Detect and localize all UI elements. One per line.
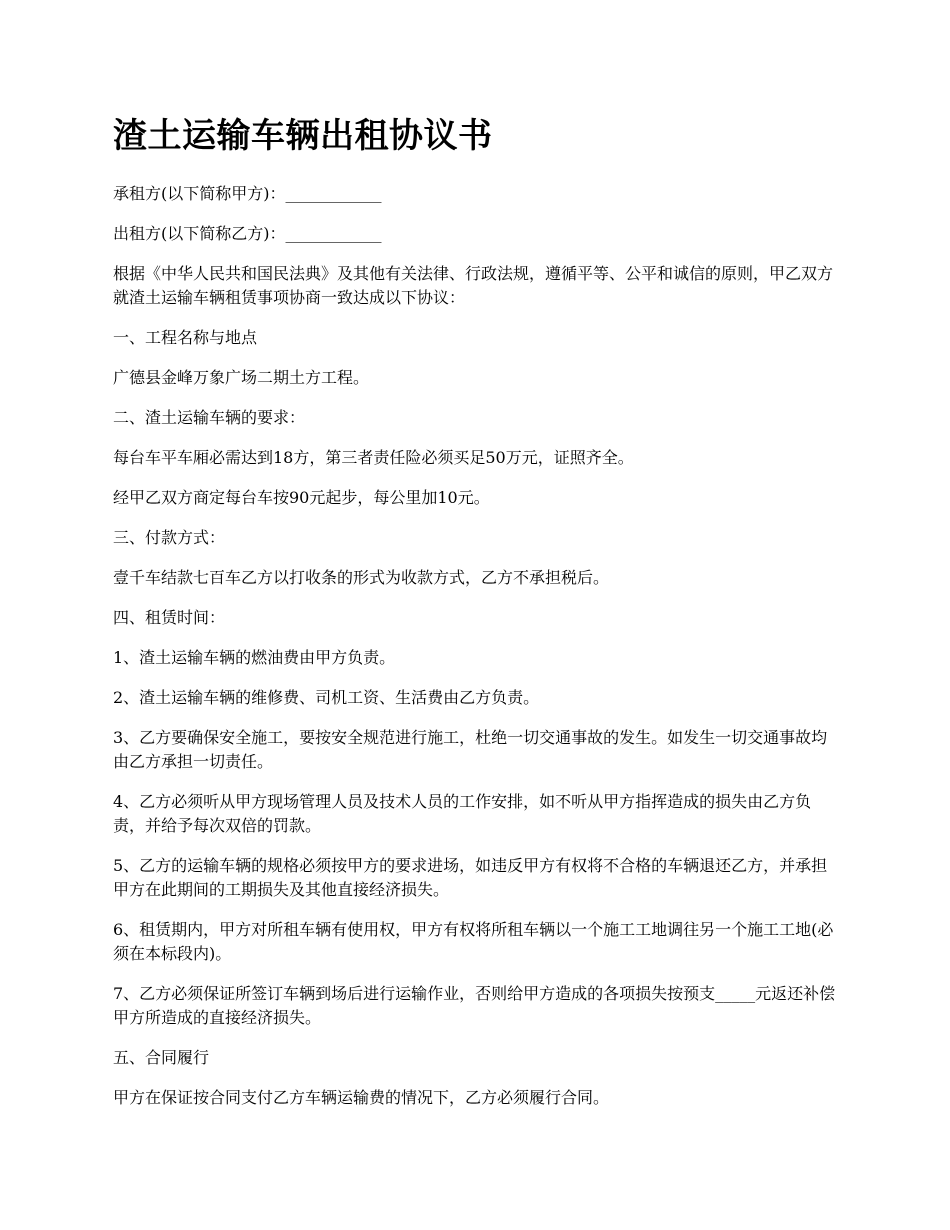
- section-heading-contract-performance: 五、合同履行: [113, 1048, 210, 1067]
- preamble-paragraph: 根据《中华人民共和国民法典》及其他有关法律、行政法规，遵循平等、公平和诚信的原则，甲乙双方就渣土运输车辆租赁事项协商一致达成以下协议：: [113, 264, 834, 307]
- clause-6: 6、租赁期内，甲方对所租车辆有使用权，甲方有权将所租车辆以一个施工工地调往另一个施工工地(必须在本标段内)。: [113, 920, 834, 963]
- section-heading-project: 一、工程名称与地点: [113, 328, 258, 347]
- vehicle-requirement-paragraph: 每台车平车厢必需达到18方，第三者责任险必须买足50万元，证照齐全。: [113, 448, 634, 467]
- section-heading-lease-time: 四、租赁时间：: [113, 608, 226, 627]
- clause-5: 5、乙方的运输车辆的规格必须按甲方的要求进场，如违反甲方有权将不合格的车辆退还乙方，并承担甲方在此期间的工期损失及其他直接经济损失。: [113, 856, 828, 899]
- clause-3: 3、乙方要确保安全施工，要按安全规范进行施工，杜绝一切交通事故的发生。如发生一切交通事故均由乙方承担一切责任。: [113, 728, 828, 771]
- clause-2: 2、渣土运输车辆的维修费、司机工资、生活费由乙方负责。: [113, 688, 540, 707]
- clause-7: 7、乙方必须保证所签订车辆到场后进行运输作业，否则给甲方造成的各项损失按预支_____元返还补偿甲方所造成的直接经济损失。: [113, 984, 836, 1027]
- document-page: [113, 112, 843, 1126]
- clause-4: 4、乙方必须听从甲方现场管理人员及技术人员的工作安排，如不听从甲方指挥造成的损失由乙方负责，并给予每次双倍的罚款。: [113, 792, 812, 835]
- clause-1: 1、渣土运输车辆的燃油费由甲方负责。: [113, 648, 396, 667]
- party-a-line: 承租方(以下简称甲方)：____________: [113, 184, 382, 203]
- pricing-paragraph: 经甲乙双方商定每台车按90元起步，每公里加10元。: [113, 488, 490, 507]
- project-name-paragraph: 广德县金峰万象广场二期土方工程。: [113, 368, 370, 387]
- payment-paragraph: 壹千车结款七百车乙方以打收条的形式为收款方式，乙方不承担税后。: [113, 568, 610, 587]
- performance-paragraph: 甲方在保证按合同支付乙方车辆运输费的情况下，乙方必须履行合同。: [113, 1088, 610, 1107]
- section-heading-payment: 三、付款方式：: [113, 528, 226, 547]
- section-heading-vehicle-requirements: 二、渣土运输车辆的要求：: [113, 408, 306, 427]
- document-title: 渣土运输车辆出租协议书: [113, 116, 493, 156]
- party-b-line: 出租方(以下简称乙方)：____________: [113, 224, 382, 243]
